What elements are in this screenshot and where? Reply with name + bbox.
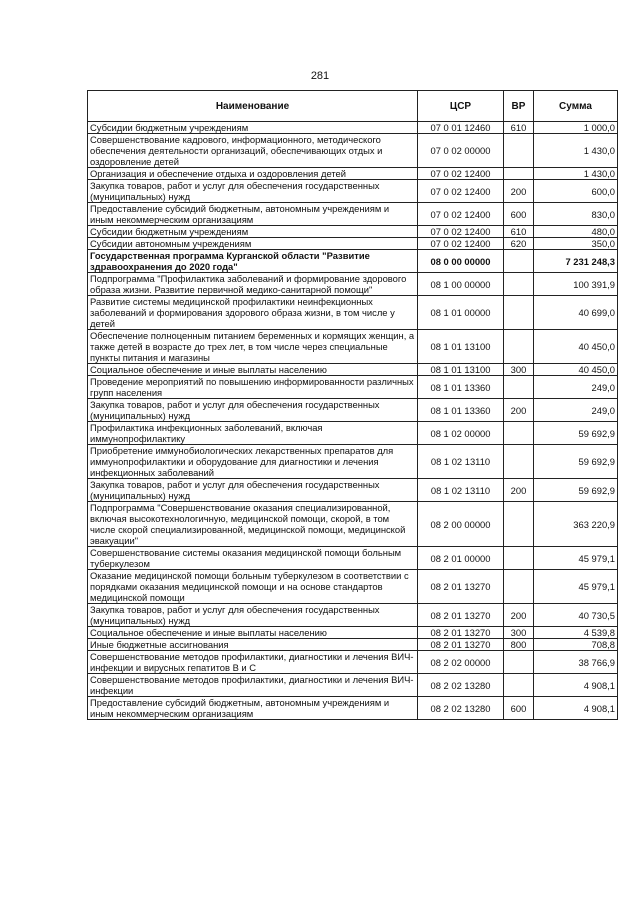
row-csr: 08 1 01 13100	[418, 330, 504, 364]
row-name: Проведение мероприятий по повышению информированности различных групп населения	[88, 376, 418, 399]
row-vr	[504, 674, 534, 697]
table-row	[88, 445, 618, 479]
table-row	[88, 479, 618, 502]
row-name: Развитие системы медицинской профилактики неинфекционных заболеваний и формирования здорового образа жизни, в том числе у детей	[88, 296, 418, 330]
row-name: Предоставление субсидий бюджетным, автономным учреждениям и иным некоммерческим организациям	[88, 203, 418, 226]
row-sum: 59 692,9	[534, 445, 618, 479]
row-sum: 1 430,0	[534, 168, 618, 180]
row-vr	[504, 330, 534, 364]
row-sum: 40 699,0	[534, 296, 618, 330]
table-row	[88, 422, 618, 445]
row-csr: 08 1 00 00000	[418, 273, 504, 296]
row-csr: 08 2 01 13270	[418, 604, 504, 627]
table-row	[88, 250, 618, 273]
row-sum: 249,0	[534, 399, 618, 422]
row-vr: 610	[504, 122, 534, 134]
row-csr: 08 1 01 13360	[418, 376, 504, 399]
row-name: Закупка товаров, работ и услуг для обеспечения государственных (муниципальных) нужд	[88, 479, 418, 502]
table-row	[88, 273, 618, 296]
row-vr	[504, 273, 534, 296]
row-name: Подпрограмма "Совершенствование оказания специализированной, включая высокотехнологичную, медицинской помощи, скорой, в том числе скорой специализированной, медицинской помощи, медицинской эвакуации"	[88, 502, 418, 547]
header-sum: Сумма	[534, 91, 618, 122]
row-sum: 350,0	[534, 238, 618, 250]
row-name: Организация и обеспечение отдыха и оздоровления детей	[88, 168, 418, 180]
table-row	[88, 168, 618, 180]
row-csr: 07 0 02 12400	[418, 180, 504, 203]
row-csr: 08 2 01 00000	[418, 547, 504, 570]
row-vr: 800	[504, 639, 534, 651]
table-row	[88, 238, 618, 250]
table-row	[88, 627, 618, 639]
table-row	[88, 547, 618, 570]
row-vr	[504, 502, 534, 547]
row-name: Субсидии бюджетным учреждениям	[88, 226, 418, 238]
row-sum: 40 450,0	[534, 364, 618, 376]
row-sum: 59 692,9	[534, 422, 618, 445]
row-vr	[504, 422, 534, 445]
row-sum: 1 000,0	[534, 122, 618, 134]
row-vr: 200	[504, 399, 534, 422]
row-name: Иные бюджетные ассигнования	[88, 639, 418, 651]
row-vr	[504, 651, 534, 674]
header-csr: ЦСР	[418, 91, 504, 122]
row-vr: 200	[504, 479, 534, 502]
row-vr: 300	[504, 364, 534, 376]
table-row	[88, 122, 618, 134]
row-csr: 08 2 02 00000	[418, 651, 504, 674]
row-name: Приобретение иммунобиологических лекарственных препаратов для иммунопрофилактики и оборудование для диагностики и лечения инфекционных заболеваний	[88, 445, 418, 479]
row-name: Субсидии автономным учреждениям	[88, 238, 418, 250]
row-vr: 610	[504, 226, 534, 238]
row-sum: 249,0	[534, 376, 618, 399]
row-name: Закупка товаров, работ и услуг для обеспечения государственных (муниципальных) нужд	[88, 399, 418, 422]
row-vr	[504, 134, 534, 168]
header-vr: ВР	[504, 91, 534, 122]
table-row	[88, 604, 618, 627]
budget-table	[87, 90, 618, 720]
row-csr: 07 0 02 12400	[418, 168, 504, 180]
row-sum: 38 766,9	[534, 651, 618, 674]
row-vr	[504, 547, 534, 570]
row-name: Совершенствование методов профилактики, диагностики и лечения ВИЧ-инфекции	[88, 674, 418, 697]
table-header-row	[88, 91, 618, 122]
row-csr: 08 2 01 13270	[418, 639, 504, 651]
table-row	[88, 502, 618, 547]
row-csr: 08 2 01 13270	[418, 627, 504, 639]
row-name: Закупка товаров, работ и услуг для обеспечения государственных (муниципальных) нужд	[88, 604, 418, 627]
row-sum: 480,0	[534, 226, 618, 238]
table-row	[88, 226, 618, 238]
table-row	[88, 651, 618, 674]
row-csr: 08 0 00 00000	[418, 250, 504, 273]
row-name: Социальное обеспечение и иные выплаты населению	[88, 627, 418, 639]
table-row	[88, 134, 618, 168]
table-row	[88, 697, 618, 720]
row-name: Социальное обеспечение и иные выплаты населению	[88, 364, 418, 376]
row-csr: 08 1 01 13100	[418, 364, 504, 376]
row-csr: 08 1 01 00000	[418, 296, 504, 330]
row-csr: 08 2 01 13270	[418, 570, 504, 604]
row-csr: 08 2 02 13280	[418, 674, 504, 697]
row-csr: 07 0 02 00000	[418, 134, 504, 168]
table-row	[88, 180, 618, 203]
row-csr: 08 1 02 13110	[418, 479, 504, 502]
row-name: Обеспечение полноценным питанием беременных и кормящих женщин, а также детей в возрасте до трех лет, в том числе через специальные пункты питания и магазины	[88, 330, 418, 364]
row-csr: 08 1 02 00000	[418, 422, 504, 445]
row-sum: 40 450,0	[534, 330, 618, 364]
row-name: Совершенствование кадрового, информационного, методического обеспечения деятельности организаций, обеспечивающих отдых и оздоровление детей	[88, 134, 418, 168]
row-sum: 100 391,9	[534, 273, 618, 296]
row-csr: 07 0 02 12400	[418, 203, 504, 226]
row-sum: 59 692,9	[534, 479, 618, 502]
row-vr: 600	[504, 203, 534, 226]
row-csr: 07 0 02 12400	[418, 238, 504, 250]
page-number: 281	[310, 70, 330, 82]
row-vr	[504, 376, 534, 399]
table-row	[88, 376, 618, 399]
table-row	[88, 570, 618, 604]
row-csr: 08 1 02 13110	[418, 445, 504, 479]
row-name: Оказание медицинской помощи больным туберкулезом в соответствии с порядками оказания медицинской помощи и на основе стандартов медицинской помощи	[88, 570, 418, 604]
table-row	[88, 330, 618, 364]
row-name: Закупка товаров, работ и услуг для обеспечения государственных (муниципальных) нужд	[88, 180, 418, 203]
row-vr	[504, 250, 534, 273]
table-row	[88, 296, 618, 330]
row-name: Государственная программа Курганской области "Развитие здравоохранения до 2020 года"	[88, 250, 418, 273]
row-sum: 45 979,1	[534, 547, 618, 570]
row-name: Совершенствование системы оказания медицинской помощи больным туберкулезом	[88, 547, 418, 570]
row-vr: 300	[504, 627, 534, 639]
row-vr: 620	[504, 238, 534, 250]
row-csr: 08 2 00 00000	[418, 502, 504, 547]
row-sum: 40 730,5	[534, 604, 618, 627]
row-sum: 4 908,1	[534, 674, 618, 697]
row-sum: 45 979,1	[534, 570, 618, 604]
row-vr: 200	[504, 604, 534, 627]
row-sum: 830,0	[534, 203, 618, 226]
row-vr	[504, 445, 534, 479]
row-csr: 07 0 01 12460	[418, 122, 504, 134]
row-vr	[504, 168, 534, 180]
table-body	[88, 122, 618, 720]
table-row	[88, 203, 618, 226]
header-name: Наименование	[88, 91, 418, 122]
row-csr: 08 1 01 13360	[418, 399, 504, 422]
row-vr: 600	[504, 697, 534, 720]
table-row	[88, 639, 618, 651]
row-name: Профилактика инфекционных заболеваний, включая иммунопрофилактику	[88, 422, 418, 445]
row-vr: 200	[504, 180, 534, 203]
row-sum: 1 430,0	[534, 134, 618, 168]
row-sum: 600,0	[534, 180, 618, 203]
row-name: Подпрограмма "Профилактика заболеваний и формирование здорового образа жизни. Развитие первичной медико-санитарной помощи"	[88, 273, 418, 296]
row-csr: 07 0 02 12400	[418, 226, 504, 238]
table-row	[88, 399, 618, 422]
row-sum: 4 908,1	[534, 697, 618, 720]
row-sum: 363 220,9	[534, 502, 618, 547]
row-vr	[504, 296, 534, 330]
row-sum: 7 231 248,3	[534, 250, 618, 273]
row-csr: 08 2 02 13280	[418, 697, 504, 720]
row-name: Предоставление субсидий бюджетным, автономным учреждениям и иным некоммерческим организациям	[88, 697, 418, 720]
table-row	[88, 674, 618, 697]
row-sum: 4 539,8	[534, 627, 618, 639]
row-sum: 708,8	[534, 639, 618, 651]
table-row	[88, 364, 618, 376]
row-name: Субсидии бюджетным учреждениям	[88, 122, 418, 134]
row-vr	[504, 570, 534, 604]
row-name: Совершенствование методов профилактики, диагностики и лечения ВИЧ-инфекции и вирусных гепатитов В и С	[88, 651, 418, 674]
